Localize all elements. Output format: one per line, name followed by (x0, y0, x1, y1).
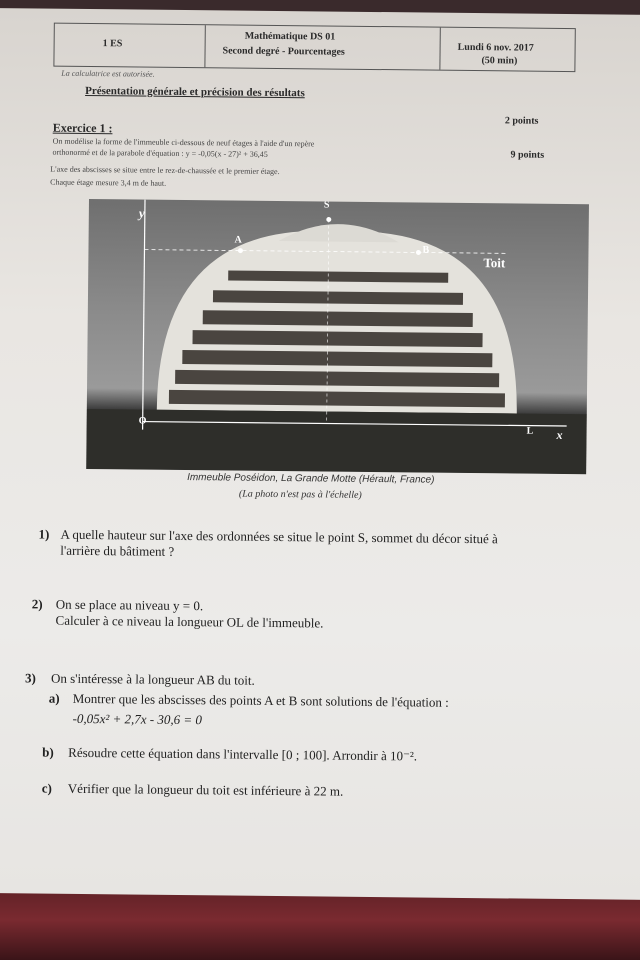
q1-line-1: A quelle hauteur sur l'axe des ordonnées se situe le point S, sommet du décor situé à (60, 526, 498, 547)
label-s: S (323, 199, 330, 211)
presentation-points: 2 points (504, 115, 539, 127)
header-date-cell (439, 28, 574, 71)
intro-line-1: On modélise la forme de l'immeuble ci-dessous de neuf étages à l'aide d'un repère (52, 136, 315, 149)
subject-label: Mathématique DS 01 (244, 30, 336, 43)
exercise-title: Exercice 1 : (52, 120, 113, 136)
calculator-note: La calculatrice est autorisée. (61, 68, 155, 79)
foreground-vegetation (86, 409, 587, 474)
header-table (53, 23, 575, 72)
building-photo (86, 199, 589, 474)
class-label: 1 ES (102, 38, 123, 50)
intro-line-2: orthonormé et de la parabole d'équation : y = -0,05(x - 27)² + 36,45 (52, 147, 268, 159)
qa-label: a) (48, 690, 60, 706)
q1-number: 1) (38, 526, 50, 542)
label-toit: Toit (483, 255, 506, 271)
photo-caption: Immeuble Poséidon, La Grande Motte (Hérault, France) (187, 472, 435, 486)
q3-number: 3) (24, 670, 36, 686)
header-class-cell (54, 24, 205, 68)
q2-line-2: Calculer à ce niveau la longueur OL de l'immeuble. (55, 612, 324, 631)
duration-label: (50 min) (481, 55, 518, 67)
header-subject-cell (204, 25, 440, 69)
qb-text: Résoudre cette équation dans l'intervalle [0 ; 100]. Arrondir à 10⁻². (68, 744, 418, 764)
label-o: O (138, 415, 147, 427)
qc-text: Vérifier que la longueur du toit est inférieure à 22 m. (67, 780, 344, 799)
intro-line-3: L'axe des abscisses se situe entre le rez-de-chaussée et le premier étage. (50, 164, 280, 176)
label-y: y (138, 205, 145, 221)
photo-note: (La photo n'est pas à l'échelle) (238, 488, 362, 501)
qc-label: c) (41, 780, 53, 796)
label-a: A (234, 234, 242, 246)
q1-line-2: l'arrière du bâtiment ? (60, 542, 175, 559)
q3-line-1: On s'intéresse à la longueur AB du toit. (50, 670, 255, 688)
topics-label: Second degré - Pourcentages (222, 45, 345, 58)
q2-line-1: On se place au niveau y = 0. (55, 596, 204, 614)
presentation-label: Présentation générale et précision des résultats (85, 84, 305, 100)
label-b: B (422, 244, 430, 256)
exercise-points: 9 points (510, 149, 545, 161)
y-axis (143, 200, 145, 430)
qa-equation: -0,05x² + 2,7x - 30,6 = 0 (72, 710, 203, 728)
date-label: Lundi 6 nov. 2017 (457, 41, 534, 54)
intro-line-4: Chaque étage mesure 3,4 m de haut. (50, 177, 167, 188)
label-x: x (556, 427, 563, 442)
q2-number: 2) (31, 596, 43, 612)
qb-label: b) (42, 744, 54, 760)
point-s (326, 217, 331, 222)
label-l: L (526, 425, 534, 437)
exam-sheet (0, 8, 640, 900)
building-drawing (86, 199, 589, 474)
qa-text: Montrer que les abscisses des points A et B sont solutions de l'équation : (72, 690, 449, 710)
